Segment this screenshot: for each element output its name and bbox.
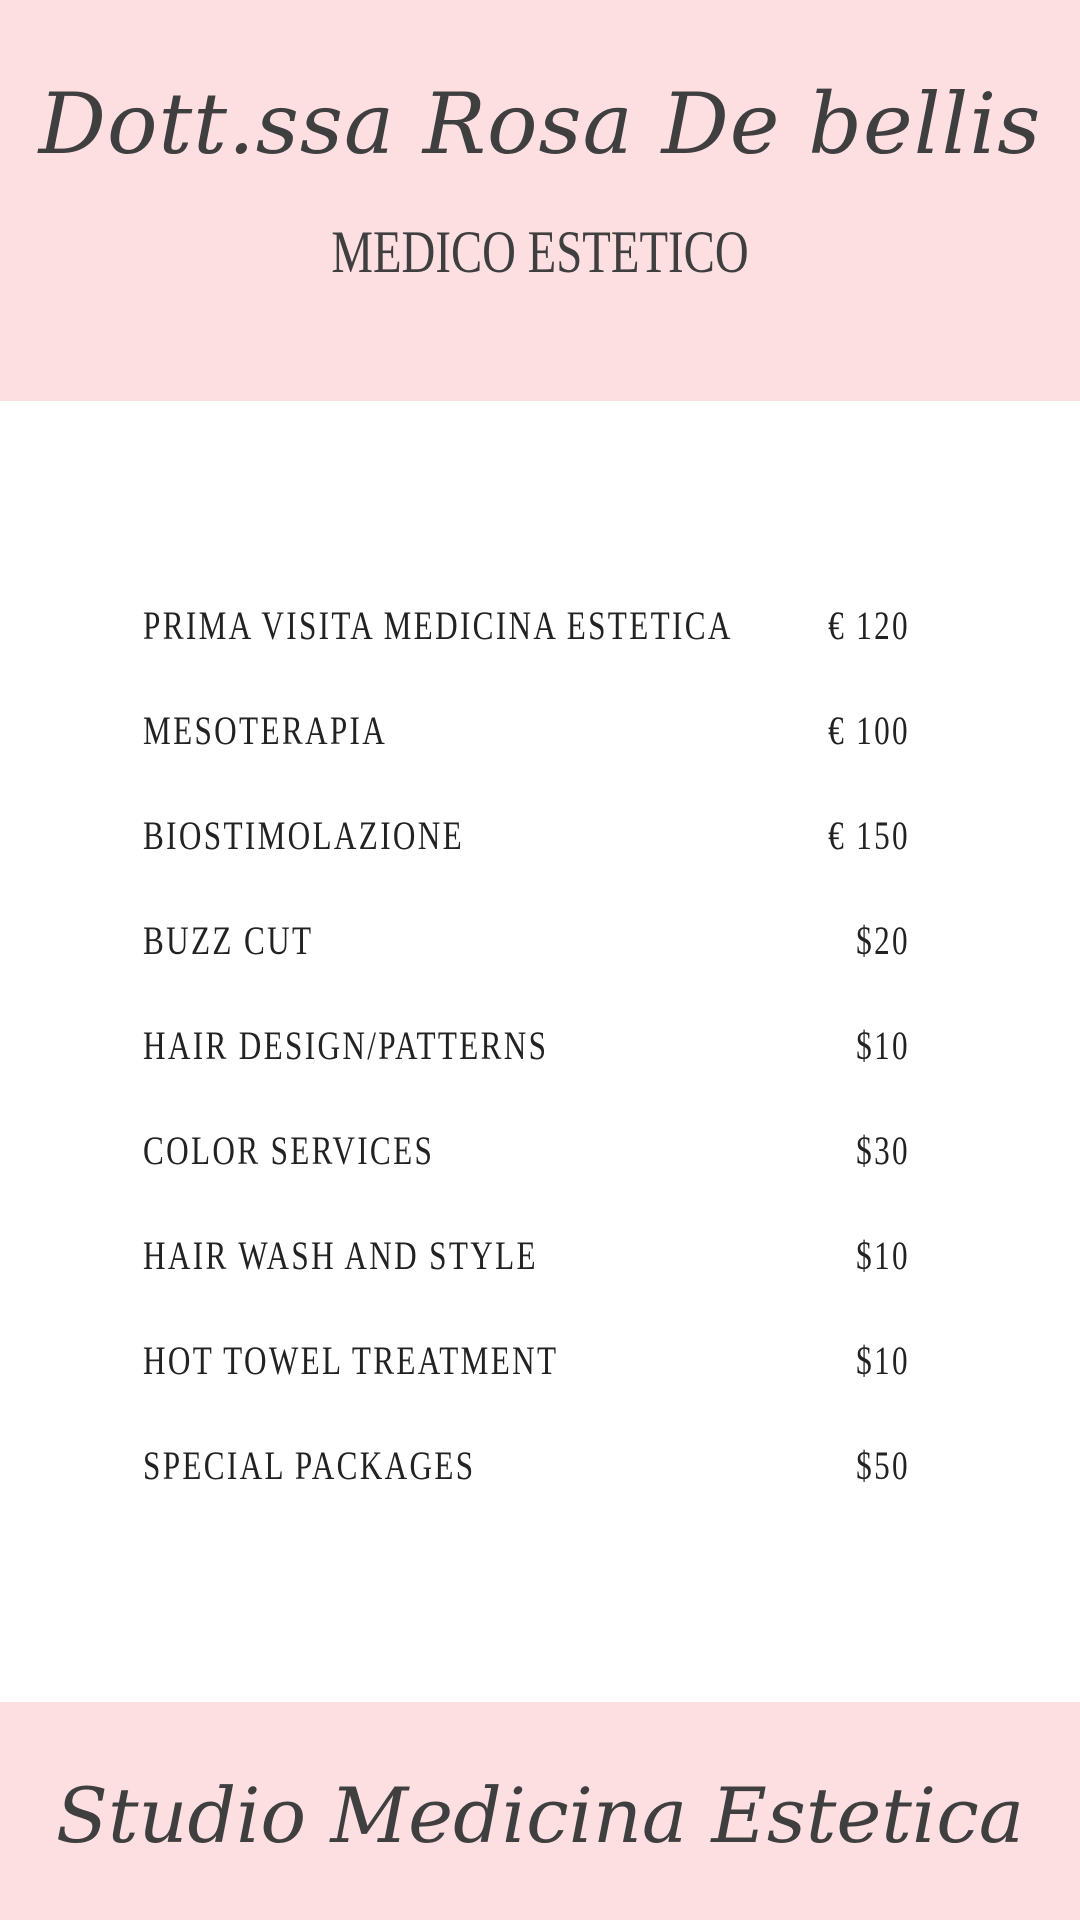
service-name: HAIR WASH AND STYLE (143, 1233, 538, 1278)
service-price: € 100 (828, 708, 910, 753)
profession-subtitle: MEDICO ESTETICO (331, 219, 749, 285)
service-price: € 150 (828, 813, 910, 858)
service-row (143, 1440, 910, 1545)
service-row (143, 915, 910, 1020)
footer-banner (0, 1702, 1080, 1920)
service-name: BIOSTIMOLAZIONE (143, 813, 465, 858)
service-name: MESOTERAPIA (143, 708, 388, 753)
service-price: € 120 (828, 603, 910, 648)
service-price: $50 (856, 1443, 910, 1488)
service-row (143, 705, 910, 810)
service-row (143, 1335, 910, 1440)
service-price: $10 (856, 1233, 910, 1278)
studio-name: Studio Medicina Estetica (55, 1771, 1025, 1860)
service-price: $10 (856, 1023, 910, 1068)
service-row (143, 1230, 910, 1335)
service-name: HAIR DESIGN/PATTERNS (143, 1023, 549, 1068)
service-price: $20 (856, 918, 910, 963)
service-row (143, 1020, 910, 1125)
service-row (143, 1125, 910, 1230)
header-banner (0, 0, 1080, 401)
services-list (143, 600, 910, 1545)
service-row (143, 600, 910, 705)
service-name: SPECIAL PACKAGES (143, 1443, 476, 1488)
service-name: HOT TOWEL TREATMENT (143, 1338, 559, 1383)
service-price: $30 (856, 1128, 910, 1173)
service-name: COLOR SERVICES (143, 1128, 435, 1173)
service-name: PRIMA VISITA MEDICINA ESTETICA (143, 603, 733, 648)
service-row (143, 810, 910, 915)
service-name: BUZZ CUT (143, 918, 314, 963)
doctor-name: Dott.ssa Rosa De bellis (38, 75, 1042, 173)
service-price: $10 (856, 1338, 910, 1383)
